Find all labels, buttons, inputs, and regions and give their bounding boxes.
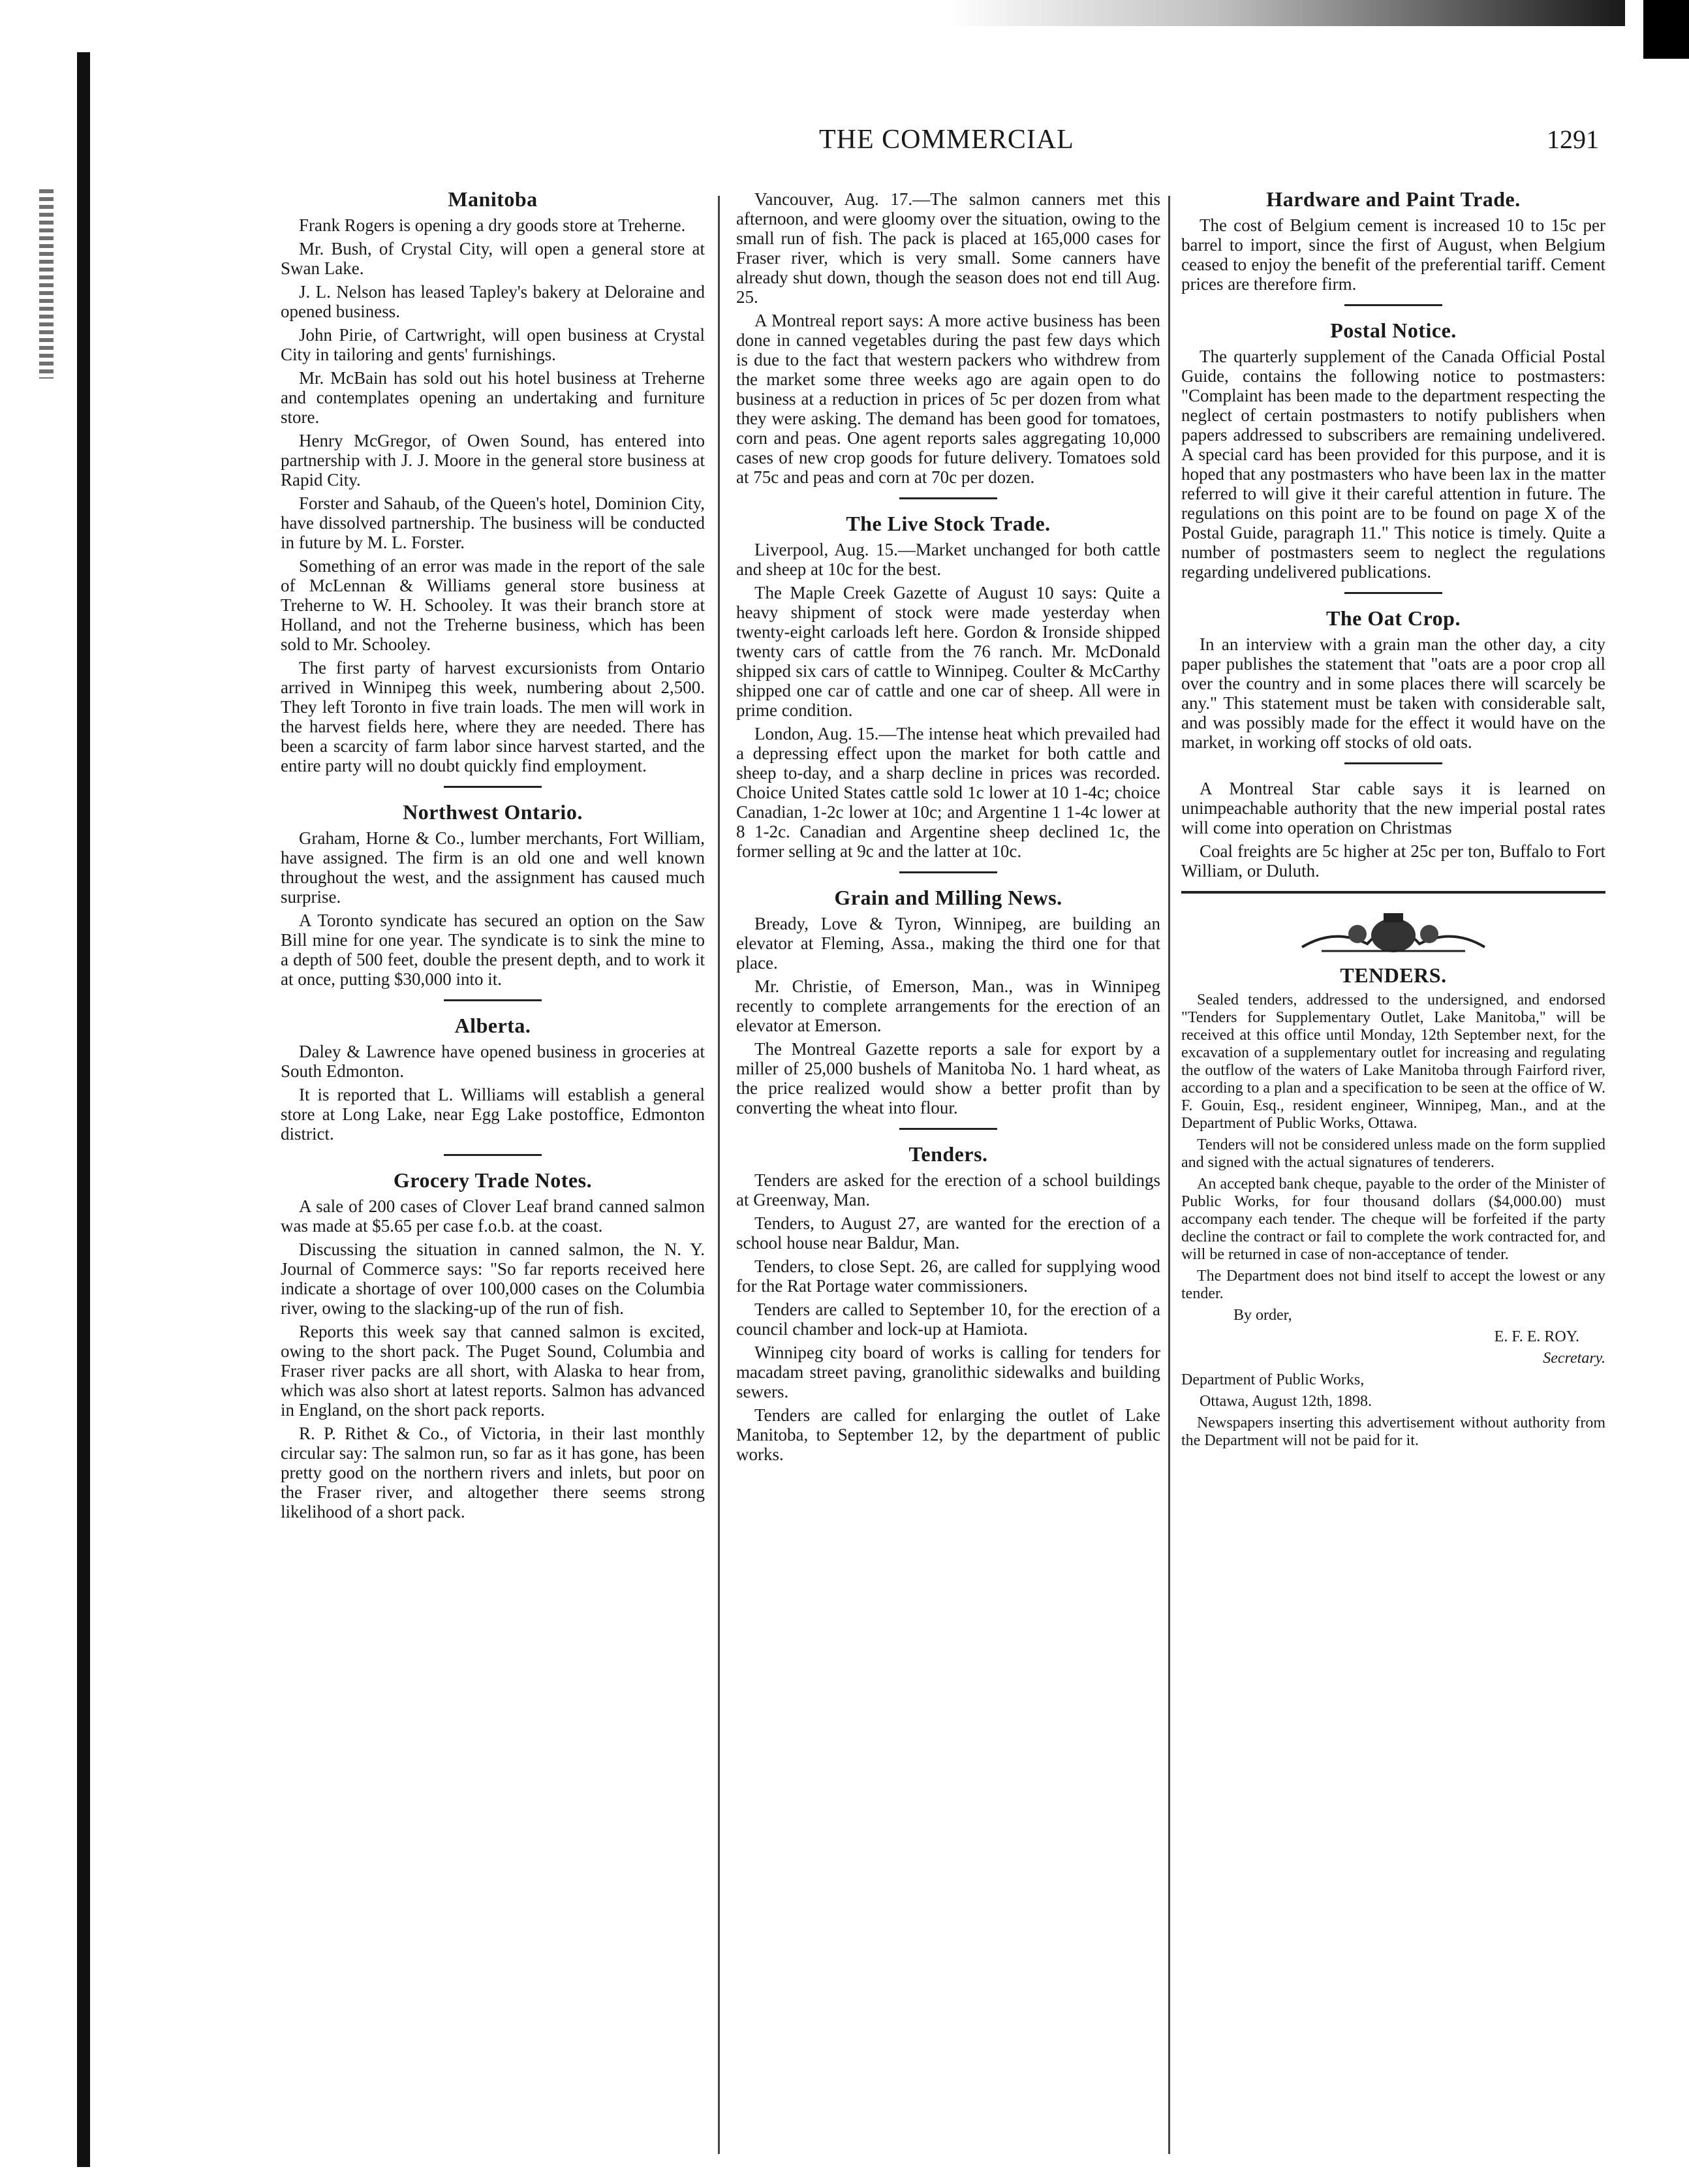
- paragraph: The quarterly supplement of the Canada Official Postal Guide, contains the following notice to postmasters: "Complaint has been made to the department respecting the neglect of certain postmasters to notify publishers when papers addressed to subscribers are remaining undelivered. A special card has been provided for this purpose, and it is hoped that any postmasters who have been lax in the matter referred to will give it their careful attention in future. The regulations on this point are to be found on page X of the Postal Guide, paragraph 11." This notice is timely. Quite a number of postmasters seem to neglect the regulations regarding undelivered publications.: [1181, 347, 1605, 582]
- section-rule: [444, 999, 542, 1001]
- section-heading: Northwest Ontario.: [403, 800, 583, 824]
- paragraph: Graham, Horne & Co., lumber merchants, Fort William, have assigned. The firm is an old one and well known throughout the west, and the assignment has caused much surprise.: [281, 828, 705, 907]
- paragraph: Sealed tenders, addressed to the undersigned, and endorsed "Tenders for Supplementary Outlet, Lake Manitoba," will be received at this office until Monday, 12th September next, for the excavation of a supplementary outlet for increasing and regulating the outflow of the waters of Lake Manitoba through Fairford river, according to a plan and a specification to be seen at the office of W. F. Gouin, Esq., resident engineer, Winnipeg, Man., and at the Department of Public Works, Ottawa.: [1181, 991, 1605, 1132]
- section-oat-crop: [1181, 608, 1605, 752]
- section-heading: Alberta.: [454, 1014, 531, 1037]
- paragraph: Coal freights are 5c higher at 25c per ton, Buffalo to Fort William, or Duluth.: [1181, 841, 1605, 881]
- section-heading: Hardware and Paint Trade.: [1266, 187, 1521, 211]
- signatory-title: Secretary.: [1543, 1350, 1605, 1367]
- section-heading: Grain and Milling News.: [834, 886, 1062, 909]
- paragraph: London, Aug. 15.—The intense heat which prevailed had a depressing effect upon the market for both cattle and sheep to-day, and a sharp decline in prices was recorded. Choice United States cattle sold 1c lower at 10 1-4c; choice Canadian, 1-2c lower at 10c; and Argentine 1 1-4c lower at 8 1-2c. Canadian and Argentine sheep declined 1c, the former selling at 9c and the latter at 10c.: [736, 724, 1160, 861]
- paragraph: Tenders are called to September 10, for the erection of a council chamber and lock-up at Hamiota.: [736, 1300, 1160, 1339]
- section-manitoba: [281, 189, 705, 775]
- section-alberta: [281, 1016, 705, 1144]
- royal-arms-ornament-icon: [1295, 908, 1491, 960]
- paragraph: R. P. Rithet & Co., of Victoria, in their last monthly circular say: The salmon run, so far as it has gone, has been pretty good on the northern rivers and inlets, but poor on the Fraser river, and altogether there seems strong likelihood of a short pack.: [281, 1424, 705, 1521]
- section-tenders: [736, 1144, 1160, 1464]
- paragraph: The first party of harvest excursionists from Ontario arrived in Winnipeg this week, numbering about 2,500. They left Toronto in five train loads. The men will work in the harvest fields here, where they are needed. There has been a scarcity of farm labor since harvest started, and the entire party will no doubt quickly find employment.: [281, 658, 705, 775]
- section-heading: Tenders.: [908, 1142, 988, 1166]
- section-misc-notes: [1181, 779, 1605, 881]
- paragraph: Bready, Love & Tyron, Winnipeg, are building an elevator at Fleming, Assa., making the third one for that place.: [736, 914, 1160, 973]
- dateline: Ottawa, August 12th, 1898.: [1200, 1393, 1372, 1410]
- section-grain-milling: [736, 888, 1160, 1117]
- paragraph: John Pirie, of Cartwright, will open business at Crystal City in tailoring and gents' furnishings.: [281, 325, 705, 364]
- paragraph: A Montreal report says: A more active business has been done in canned vegetables during the past few days which is due to the fact that western packers who withdrew from the market some three weeks ago are again open to do business at a reduction in prices of 5c per dozen from what they were asking. The demand has been good for tomatoes, corn and peas. One agent reports sales aggregating 10,000 cases of new crop goods for future delivery. Tomatoes sold at 75c and peas and corn at 70c per dozen.: [736, 311, 1160, 487]
- signatory: E. F. E. ROY.: [1494, 1328, 1579, 1345]
- paragraph: The Maple Creek Gazette of August 10 says: Quite a heavy shipment of stock were made yesterday when twenty-eight carloads left here. Gordon & Ironside shipped twenty cars of cattle from the 76 ranch. Mr. McDonald shipped six cars of cattle to Winnipeg. Coulter & McCarthy shipped one car of cattle and one car of sheep. All were in prime condition.: [736, 583, 1160, 720]
- masthead: [274, 124, 1599, 163]
- paragraph: Tenders will not be considered unless made on the form supplied and signed with the actual signatures of tenderers.: [1181, 1136, 1605, 1171]
- paragraph: Frank Rogers is opening a dry goods store at Treherne.: [299, 215, 686, 235]
- footer-note: Newspapers inserting this advertisement without authority from the Department will not be paid for it.: [1181, 1414, 1605, 1449]
- paragraph: J. L. Nelson has leased Tapley's bakery at Deloraine and opened business.: [281, 282, 705, 321]
- column-3: [1181, 189, 1605, 1454]
- section-rule: [444, 786, 542, 788]
- paragraph: Something of an error was made in the report of the sale of McLennan & Williams general store business at Treherne to W. H. Schooley. It was their branch store at Holland, and not the Treherne business, which has been sold to Mr. Schooley.: [281, 556, 705, 654]
- section-grocery-trade: [281, 1170, 705, 1521]
- section-heading: Manitoba: [448, 187, 538, 211]
- paragraph: An accepted bank cheque, payable to the order of the Minister of Public Works, for four thousand dollars ($4,000.00) must accompany each tender. The cheque will be forfeited if the party decline the contract or fail to complete the work contracted for, and will be returned in case of non-acceptance of tender.: [1181, 1176, 1605, 1263]
- paragraph: Reports this week say that canned salmon is excited, owing to the short pack. The Puget Sound, Columbia and Fraser river packs are all short, with Alaska to hear from, which was also short at latest reports. Salmon has advanced in England, on the short pack reports.: [281, 1322, 705, 1420]
- section-heading: TENDERS.: [1340, 963, 1447, 987]
- section-heading: The Oat Crop.: [1326, 606, 1461, 630]
- section-live-stock: [736, 514, 1160, 861]
- section-hardware-paint: [1181, 189, 1605, 294]
- paragraph: Tenders are called for enlarging the outlet of Lake Manitoba, to September 12, by the department of public works.: [736, 1405, 1160, 1464]
- paragraph: A Toronto syndicate has secured an option on the Saw Bill mine for one year. The syndicate is to sink the mine to a depth of 500 feet, double the present depth, and to work it at once, putting $30,000 into it.: [281, 911, 705, 989]
- paragraph: Tenders, to August 27, are wanted for the erection of a school house near Baldur, Man.: [736, 1213, 1160, 1253]
- paragraph: Mr. McBain has sold out his hotel business at Treherne and contemplates opening an undertaking and furniture store.: [281, 368, 705, 427]
- column-2: [736, 189, 1160, 1468]
- newspaper-title: THE COMMERCIAL: [819, 125, 1074, 155]
- tenders-advertisement: [1181, 965, 1605, 1450]
- department: Department of Public Works,: [1181, 1371, 1365, 1388]
- section-rule: [1344, 592, 1442, 594]
- paragraph: Mr. Christie, of Emerson, Man., was in Winnipeg recently to complete arrangements for the erection of an elevator at Emerson.: [736, 976, 1160, 1035]
- section-rule: [899, 871, 997, 873]
- paragraph: In an interview with a grain man the other day, a city paper publishes the statement that "oats are a poor crop all over the country and in some places there will scarcely be any." This statement must be taken with considerable salt, and was possibly made for the effect it would have on the market, in working off stocks of old oats.: [1181, 634, 1605, 752]
- paragraph: Tenders, to close Sept. 26, are called for supplying wood for the Rat Portage water commissioners.: [736, 1256, 1160, 1296]
- section-rule: [1344, 762, 1442, 764]
- paragraph: Vancouver, Aug. 17.—The salmon canners met this afternoon, and were gloomy over the situation, owing to the small run of fish. The pack is placed at 165,000 cases for Fraser river, which is very small. Some canners have already shut down, though the season does not end till Aug. 25.: [736, 189, 1160, 307]
- section-heading: Postal Notice.: [1330, 319, 1457, 342]
- paragraph: Daley & Lawrence have opened business in groceries at South Edmonton.: [281, 1042, 705, 1081]
- section-heading: The Live Stock Trade.: [846, 512, 1051, 535]
- section-northwest-ontario: [281, 802, 705, 989]
- paragraph: The Department does not bind itself to accept the lowest or any tender.: [1181, 1268, 1605, 1302]
- section-rule: [444, 1154, 542, 1156]
- paragraph: The cost of Belgium cement is increased 10 to 15c per barrel to import, since the first of August, when Belgium ceased to enjoy the benefit of the preferential tariff. Cement prices are therefore firm.: [1181, 215, 1605, 294]
- paragraph: It is reported that L. Williams will establish a general store at Long Lake, near Egg Lake postoffice, Edmonton district.: [281, 1085, 705, 1144]
- paragraph: A sale of 200 cases of Clover Leaf brand canned salmon was made at $5.65 per case f.o.b. at the coast.: [281, 1196, 705, 1236]
- paragraph: The Montreal Gazette reports a sale for export by a miller of 25,000 bushels of Manitoba No. 1 hard wheat, as the price realized would show a better profit than by converting the wheat into flour.: [736, 1039, 1160, 1117]
- section-heading: Grocery Trade Notes.: [393, 1168, 593, 1192]
- paragraph: Henry McGregor, of Owen Sound, has entered into partnership with J. J. Moore in the general store business at Rapid City.: [281, 431, 705, 490]
- scan-edge-corner: [1643, 0, 1689, 59]
- paragraph: Forster and Sahaub, of the Queen's hotel, Dominion City, have dissolved partnership. The business will be conducted in future by M. L. Forster.: [281, 493, 705, 552]
- section-rule: [1344, 304, 1442, 306]
- column-1: [281, 189, 705, 1525]
- section-postal-notice: [1181, 320, 1605, 582]
- page-number: 1291: [1547, 125, 1599, 154]
- paragraph: Tenders are asked for the erection of a school buildings at Greenway, Man.: [736, 1170, 1160, 1209]
- paragraph: Winnipeg city board of works is calling for tenders for macadam street paving, granolithic sidewalks and building sewers.: [736, 1343, 1160, 1401]
- paragraph: Liverpool, Aug. 15.—Market unchanged for both cattle and sheep at 10c for the best.: [736, 540, 1160, 579]
- scan-edge-top: [946, 0, 1625, 26]
- scan-edge-left: [77, 52, 90, 2167]
- section-rule: [1181, 891, 1605, 894]
- column-divider: [1168, 196, 1170, 2154]
- paragraph: Mr. Bush, of Crystal City, will open a general store at Swan Lake.: [281, 239, 705, 278]
- scan-binding-mark: [39, 189, 54, 379]
- section-salmon-continued: [736, 189, 1160, 487]
- paragraph: Discussing the situation in canned salmon, the N. Y. Journal of Commerce says: "So far reports received here indicate a shortage of over 100,000 cases on the Columbia river, owing to the slacking-up of the run of fish.: [281, 1240, 705, 1318]
- by-order: By order,: [1233, 1307, 1292, 1324]
- section-rule: [899, 497, 997, 499]
- section-rule: [899, 1128, 997, 1130]
- paragraph: A Montreal Star cable says it is learned on unimpeachable authority that the new imperial postal rates will come into operation on Christmas: [1181, 779, 1605, 837]
- column-divider: [718, 196, 720, 2154]
